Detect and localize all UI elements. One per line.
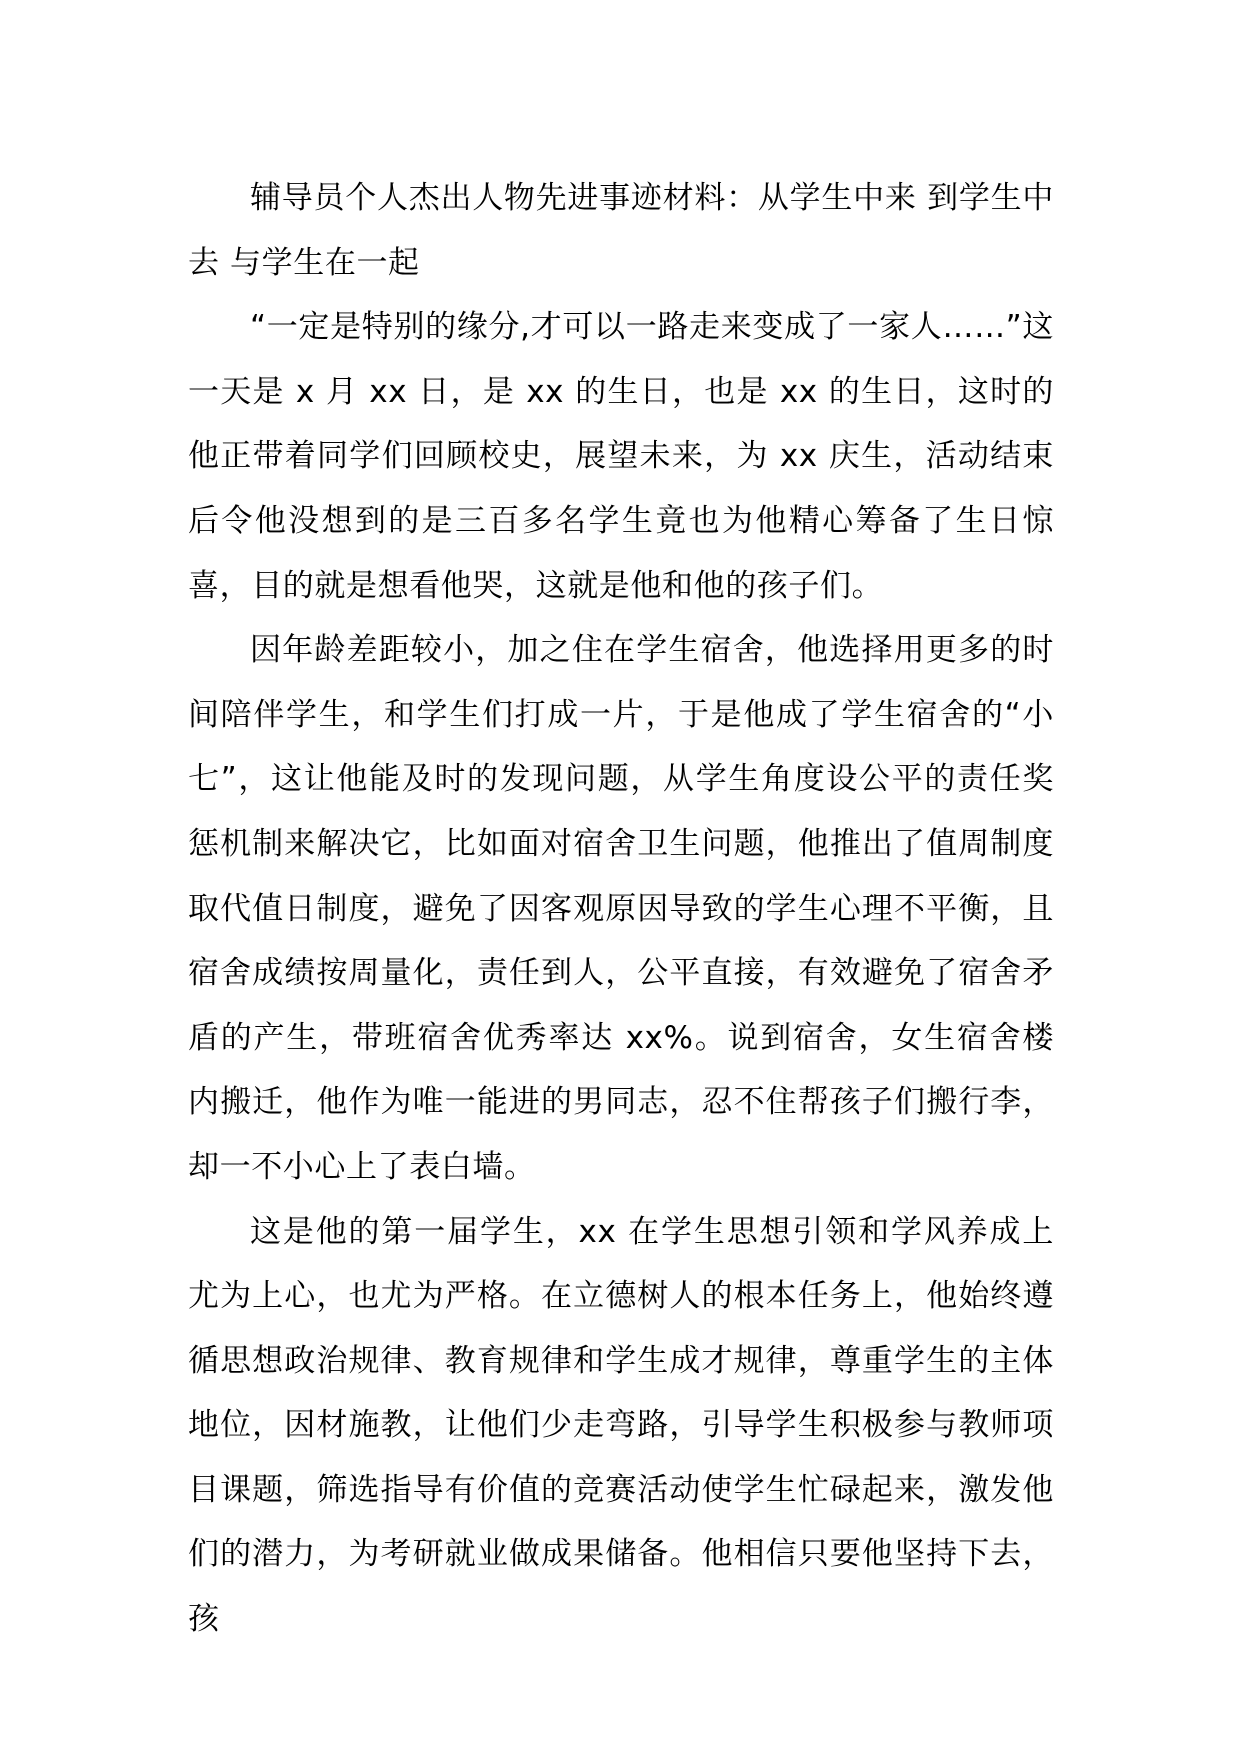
paragraph-3: 这是他的第一届学生，xx 在学生思想引领和学风养成上尤为上心，也尤为严格。在立德树人的根本任务上，他始终遵循思想政治规律、教育规律和学生成才规律，尊重学生的主体地位，因材施教，让他们少走弯路，引导学生积极参与教师项目课题，筛选指导有价值的竞赛活动使学生忙碌起来，激发他们的潜力，为考研就业做成果储备。他相信只要他坚持下去，孩 [188,1213,1054,1638]
document-body [188,166,1054,1652]
document-title: 辅导员个人杰出人物先进事迹材料：从学生中来 到学生中去 与学生在一起 [188,180,1054,281]
paragraph-2: 因年龄差距较小，加之住在学生宿舍，他选择用更多的时间陪伴学生，和学生们打成一片，于是他成了学生宿舍的“小七”，这让他能及时的发现问题，从学生角度设公平的责任奖惩机制来解决它，比如面对宿舍卫生问题，他推出了值周制度取代值日制度，避免了因客观原因导致的学生心理不平衡，且宿舍成绩按周量化，责任到人，公平直接，有效避免了宿舍矛盾的产生，带班宿舍优秀率达 xx%。说到宿舍，女生宿舍楼内搬迁，他作为唯一能进的男同志，忍不住帮孩子们搬行李，却一不小心上了表白墙。 [188,632,1054,1185]
paragraph-1: “一定是特别的缘分,才可以一路走来变成了一家人……”这一天是 x 月 xx 日，是 xx 的生日，也是 xx 的生日，这时的他正带着同学们回顾校史，展望未来，为 xx 庆生，活动结束后令他没想到的是三百多名学生竟也为他精心筹备了生日惊喜，目的就是想看他哭，这就是他和他的孩子们。 [188,309,1054,604]
